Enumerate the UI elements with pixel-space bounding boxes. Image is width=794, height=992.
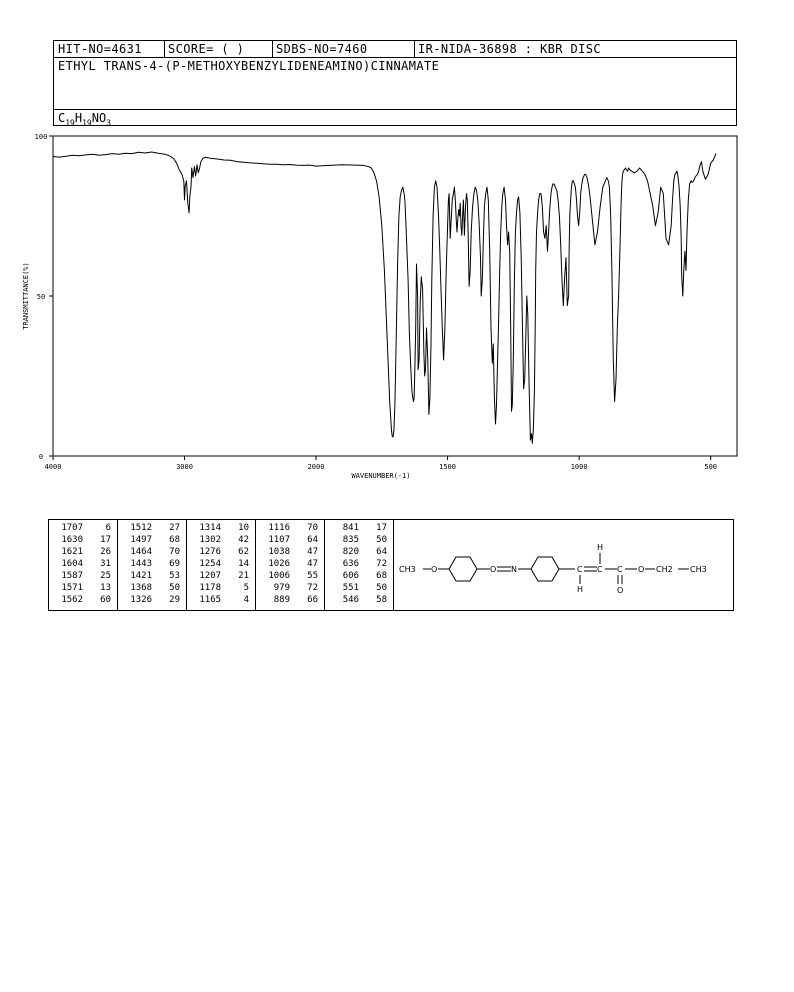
peak-wavenumber: 1116: [268, 523, 290, 533]
peak-transmittance: 14: [238, 559, 249, 569]
peak-transmittance: 50: [376, 583, 387, 593]
ethyl-ch3-label: CH3: [690, 565, 707, 574]
peak-row: [187, 523, 255, 534]
peak-row: [325, 535, 393, 546]
y-tick-label: 0: [38, 453, 44, 461]
peak-column: [256, 520, 325, 610]
hydrogen-bottom-label: H: [577, 585, 584, 594]
peak-transmittance: 21: [238, 571, 249, 581]
peak-transmittance: 70: [307, 523, 318, 533]
peak-transmittance: 62: [238, 547, 249, 557]
peak-wavenumber: 1314: [199, 523, 221, 533]
peak-wavenumber: 1026: [268, 559, 290, 569]
peak-wavenumber: 1107: [268, 535, 290, 545]
peak-transmittance: 31: [100, 559, 111, 569]
vinyl-carbon-2-label: C: [597, 565, 603, 574]
vinyl-carbon-1-label: C: [577, 565, 583, 574]
x-tick-label: 3000: [176, 463, 193, 471]
peak-transmittance: 50: [169, 583, 180, 593]
methyl-label: CH3: [399, 565, 416, 574]
ir-number: IR-NIDA-36898 : KBR DISC: [418, 42, 601, 56]
peak-transmittance: 17: [100, 535, 111, 545]
peak-wavenumber: 1276: [199, 547, 221, 557]
peak-row: [256, 595, 324, 606]
peak-row: [325, 595, 393, 606]
peak-transmittance: 13: [100, 583, 111, 593]
sdbs-number: SDBS-NO=7460: [276, 42, 368, 56]
peak-wavenumber: 1497: [130, 535, 152, 545]
peak-transmittance: 50: [376, 535, 387, 545]
peak-transmittance: 4: [243, 595, 249, 605]
peak-row: [49, 547, 117, 558]
peak-wavenumber: 1368: [130, 583, 152, 593]
peak-transmittance: 5: [243, 583, 249, 593]
peak-row: [49, 559, 117, 570]
peak-transmittance: 60: [100, 595, 111, 605]
peak-row: [118, 595, 186, 606]
peak-row: [49, 583, 117, 594]
ethyl-ch2-label: CH2: [656, 565, 673, 574]
peak-wavenumber: 820: [342, 547, 359, 557]
peak-row: [49, 595, 117, 606]
peak-row: [256, 547, 324, 558]
peak-wavenumber: 1604: [61, 559, 83, 569]
peak-row: [118, 559, 186, 570]
peak-wavenumber: 1178: [199, 583, 221, 593]
peak-wavenumber: 1207: [199, 571, 221, 581]
ir-spectrum-chart: [0, 128, 794, 488]
peak-transmittance: 64: [376, 547, 387, 557]
benzene-ring-1: [449, 557, 477, 581]
peak-row: [118, 583, 186, 594]
benzene-ring-2: [531, 557, 559, 581]
peak-wavenumber: 1326: [130, 595, 152, 605]
peak-wavenumber: 835: [342, 535, 359, 545]
x-tick-label: 1000: [570, 463, 588, 471]
score: SCORE= ( ): [168, 42, 245, 56]
peak-wavenumber: 1512: [130, 523, 152, 533]
spectrum-header: [53, 40, 737, 126]
hydrogen-top-label: H: [597, 543, 604, 552]
peak-row: [187, 535, 255, 546]
peak-wavenumber: 1165: [199, 595, 221, 605]
peak-row: [256, 559, 324, 570]
x-tick-label: 4000: [44, 463, 62, 471]
peak-wavenumber: 1562: [61, 595, 83, 605]
x-axis-label: WAVENUMBER(-1): [351, 472, 411, 480]
peak-column: [187, 520, 256, 610]
peak-transmittance: 17: [376, 523, 387, 533]
peak-transmittance: 29: [169, 595, 180, 605]
link-oxygen-label: O: [490, 565, 497, 574]
peak-transmittance: 42: [238, 535, 249, 545]
peak-row: [187, 571, 255, 582]
hit-number: HIT-NO=4631: [58, 42, 142, 56]
peak-column: [49, 520, 118, 610]
peak-wavenumber: 1302: [199, 535, 221, 545]
peak-wavenumber: 1571: [61, 583, 83, 593]
y-axis-label: TRANSMITTANCE(%): [22, 262, 30, 330]
peak-row: [325, 559, 393, 570]
peak-wavenumber: 979: [273, 583, 290, 593]
peak-wavenumber: 1038: [268, 547, 290, 557]
peak-row: [325, 583, 393, 594]
peak-row: [187, 559, 255, 570]
y-tick-label: 50: [36, 293, 46, 301]
peak-transmittance: 55: [307, 571, 318, 581]
peak-row: [187, 583, 255, 594]
peak-transmittance: 47: [307, 547, 318, 557]
peak-wavenumber: 1707: [61, 523, 83, 533]
molecular-formula: $C_{19}H_{19}NO_3$: [58, 111, 112, 128]
peak-row: [118, 523, 186, 534]
peak-transmittance: 25: [100, 571, 111, 581]
header-divider: [54, 109, 736, 110]
peak-transmittance: 10: [238, 523, 249, 533]
peak-transmittance: 26: [100, 547, 111, 557]
chart-series: [53, 152, 716, 443]
peak-row: [256, 535, 324, 546]
y-tick-label: 100: [34, 133, 48, 141]
compound-name: ETHYL TRANS-4-(P-METHOXYBENZYLIDENEAMINO)CINNAMATE: [58, 59, 440, 73]
peak-row: [49, 571, 117, 582]
peak-wavenumber: 1621: [61, 547, 83, 557]
peak-row: [256, 571, 324, 582]
carbonyl-carbon-label: C: [617, 565, 623, 574]
ester-oxygen-label: O: [638, 565, 645, 574]
peak-wavenumber: 1464: [130, 547, 152, 557]
peak-wavenumber: 1443: [130, 559, 152, 569]
x-tick-label: 1500: [439, 463, 456, 471]
peak-column: [325, 520, 394, 610]
carbonyl-oxygen-label: O: [617, 586, 624, 595]
peak-wavenumber: 1630: [61, 535, 83, 545]
chart-axes: [35, 133, 717, 471]
ether-oxygen-label: O: [431, 565, 438, 574]
peak-column: [118, 520, 187, 610]
peak-row: [325, 571, 393, 582]
peak-transmittance: 47: [307, 559, 318, 569]
peak-wavenumber: 546: [342, 595, 359, 605]
peak-wavenumber: 636: [342, 559, 359, 569]
peak-transmittance: 72: [307, 583, 318, 593]
peak-wavenumber: 1587: [61, 571, 83, 581]
peak-row: [325, 547, 393, 558]
peak-row: [118, 571, 186, 582]
peak-transmittance: 53: [169, 571, 180, 581]
peak-row: [49, 535, 117, 546]
transmittance-line: [53, 152, 716, 443]
nitrogen-label: N: [511, 565, 517, 574]
peak-transmittance: 69: [169, 559, 180, 569]
x-tick-label: 500: [704, 463, 718, 471]
peak-wavenumber: 1006: [268, 571, 290, 581]
peak-table: [48, 519, 734, 611]
peak-transmittance: 68: [169, 535, 180, 545]
peak-transmittance: 27: [169, 523, 180, 533]
peak-row: [256, 583, 324, 594]
peak-row: [187, 547, 255, 558]
peak-transmittance: 64: [307, 535, 318, 545]
peak-row: [118, 535, 186, 546]
peak-wavenumber: 551: [342, 583, 359, 593]
peak-wavenumber: 606: [342, 571, 359, 581]
peak-wavenumber: 1421: [130, 571, 152, 581]
peak-row: [118, 547, 186, 558]
peak-wavenumber: 841: [342, 523, 359, 533]
peak-wavenumber: 1254: [199, 559, 221, 569]
peak-transmittance: 70: [169, 547, 180, 557]
molecule-structure: [393, 520, 733, 610]
peak-row: [49, 523, 117, 534]
peak-transmittance: 6: [105, 523, 111, 533]
peak-transmittance: 66: [307, 595, 318, 605]
x-tick-label: 2000: [307, 463, 325, 471]
header-row: [54, 41, 736, 58]
peak-row: [187, 595, 255, 606]
peak-row: [256, 523, 324, 534]
peak-transmittance: 72: [376, 559, 387, 569]
peak-transmittance: 58: [376, 595, 387, 605]
peak-row: [325, 523, 393, 534]
peak-transmittance: 68: [376, 571, 387, 581]
structure-diagram: [393, 520, 733, 610]
peak-wavenumber: 889: [273, 595, 290, 605]
